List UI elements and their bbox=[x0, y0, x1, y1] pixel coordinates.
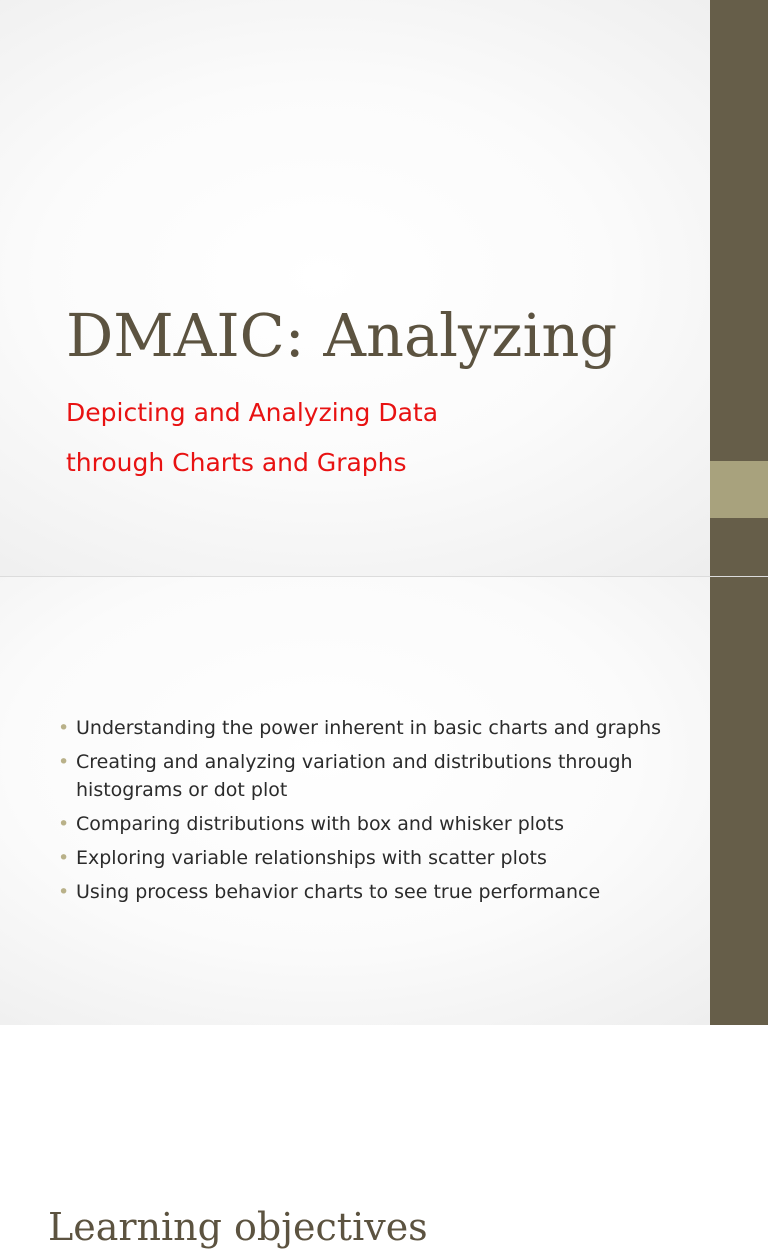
title-slide bbox=[0, 0, 768, 576]
objective-text: Comparing distributions with box and whisker plots bbox=[76, 813, 565, 835]
side-bar-accent bbox=[710, 461, 768, 518]
objectives-heading: Learning objectives bbox=[48, 1205, 428, 1249]
objective-text: Using process behavior charts to see true performance bbox=[76, 881, 601, 903]
slide-title: DMAIC: Analyzing bbox=[66, 301, 618, 370]
subtitle-line-1: Depicting and Analyzing Data bbox=[66, 398, 439, 427]
subtitle-line-2: through Charts and Graphs bbox=[66, 448, 407, 477]
list-item bbox=[58, 714, 678, 742]
bullet-icon: • bbox=[58, 813, 70, 835]
slide-subtitle bbox=[66, 388, 438, 488]
list-item bbox=[58, 810, 678, 838]
objective-text: Exploring variable relationships with scatter plots bbox=[76, 847, 547, 869]
list-item bbox=[58, 878, 678, 906]
objective-text: Understanding the power inherent in basic charts and graphs bbox=[76, 717, 662, 739]
bullet-icon: • bbox=[58, 847, 70, 869]
side-bar bbox=[710, 577, 768, 1025]
bullet-icon: • bbox=[58, 717, 70, 739]
objective-text: Creating and analyzing variation and distributions through histograms or dot plot bbox=[76, 751, 633, 801]
objectives-list bbox=[58, 714, 678, 912]
list-item bbox=[58, 748, 678, 804]
bullet-icon: • bbox=[58, 881, 70, 903]
list-item bbox=[58, 844, 678, 872]
bullet-icon: • bbox=[58, 751, 70, 773]
